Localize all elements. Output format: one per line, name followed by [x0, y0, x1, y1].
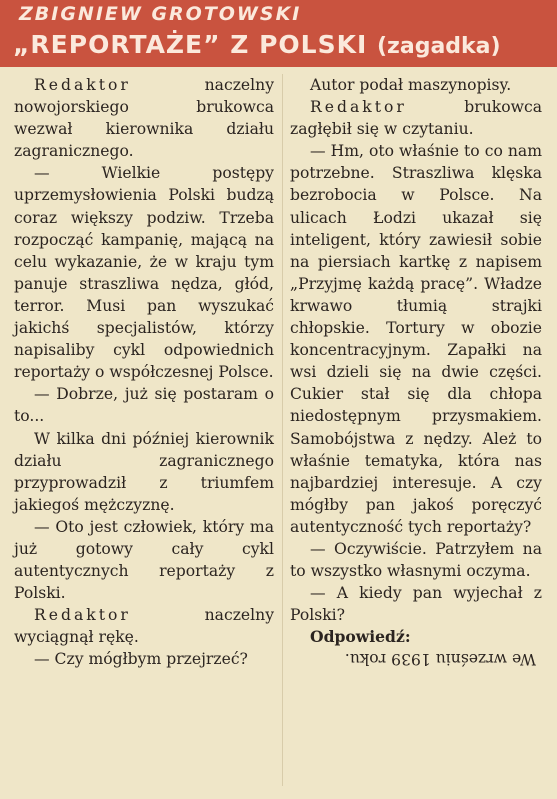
paragraph-lead: Redaktor — [310, 98, 407, 117]
author-name: ZBIGNIEW GROTOWSKI — [19, 3, 302, 25]
paragraph-rest: naczelny wyciągnął rękę. — [14, 606, 274, 647]
title-main: „REPORTAŻE” Z POLSKI — [13, 30, 368, 59]
paragraph-rest: naczelny nowojorskiego brukowca wezwał kierownika działu zagranicznego. — [14, 76, 274, 161]
paragraph: — Dobrze, już się postaram o to... — [14, 385, 274, 426]
paragraph: — Oczywiście. Patrzyłem na to wszystko własnymi oczyma. — [290, 539, 542, 581]
paragraph: — Hm, oto właśnie to co nam potrzebne. Straszliwa klęska bezrobocia w Polsce. Na ulicach Łodzi ukazał się inteligent, który zawiesił sobie na piersiach kartkę z napisem „Przyjmę każdą pracę”. Władze krwawo tłumią strajki chłopskie. Tortury w obozie koncentracyjnym. Zapałki na wsi dzieli się na dwie części. Cukier stał się dla chłopa niedostępnym przysmakiem. Samobójstwa z nędzy. Ależ to właśnie tematyka, która nas najbardziej interesuje. A czy mógłby pan jakoś poręczyć autentyczność tych reportaży? — [290, 142, 542, 536]
left-column — [14, 74, 274, 671]
paragraph: Autor podał maszynopisy. — [310, 76, 512, 94]
answer-upside-down: We wrześniu 1939 roku. — [344, 650, 536, 669]
paragraph-lead: Redaktor — [34, 606, 131, 625]
paragraph: — Czy mógłbym przejrzeć? — [34, 650, 248, 669]
column-divider — [282, 74, 283, 786]
paragraph — [290, 96, 542, 140]
paragraph: — Oto jest człowiek, który ma już gotowy cały cykl autentycznych reportaży z Polski. — [14, 517, 274, 603]
right-column — [290, 74, 542, 671]
paragraph-rest: brukowca zagłębił się w czytaniu. — [290, 98, 542, 139]
paragraph — [14, 604, 274, 648]
paragraph: — A kiedy pan wyjechał z Polski? — [290, 584, 542, 625]
paragraph: — Wielkie postępy uprzemysłowienia Polski budzą coraz większy podziw. Trzeba rozpocząć kampanię, mającą na celu wykazanie, że w kraju tym panuje straszliwa nędza, głód, terror. Musi pan wyszukać jakichś specjalistów, którzy napisaliby cykl odpowiednich reportaży o współczesnej Polsce. — [14, 164, 274, 382]
paragraph-lead: Redaktor — [34, 76, 131, 94]
article-header — [0, 0, 557, 67]
paragraph: W kilka dni później kierownik działu zagranicznego przyprowadził z triumfem jakiegoś mężczyznę. — [14, 429, 274, 514]
title-subtitle: (zagadka) — [377, 34, 501, 59]
article-title — [13, 30, 501, 59]
paragraph — [14, 74, 274, 162]
answer-label: Odpowiedź: — [310, 627, 411, 647]
